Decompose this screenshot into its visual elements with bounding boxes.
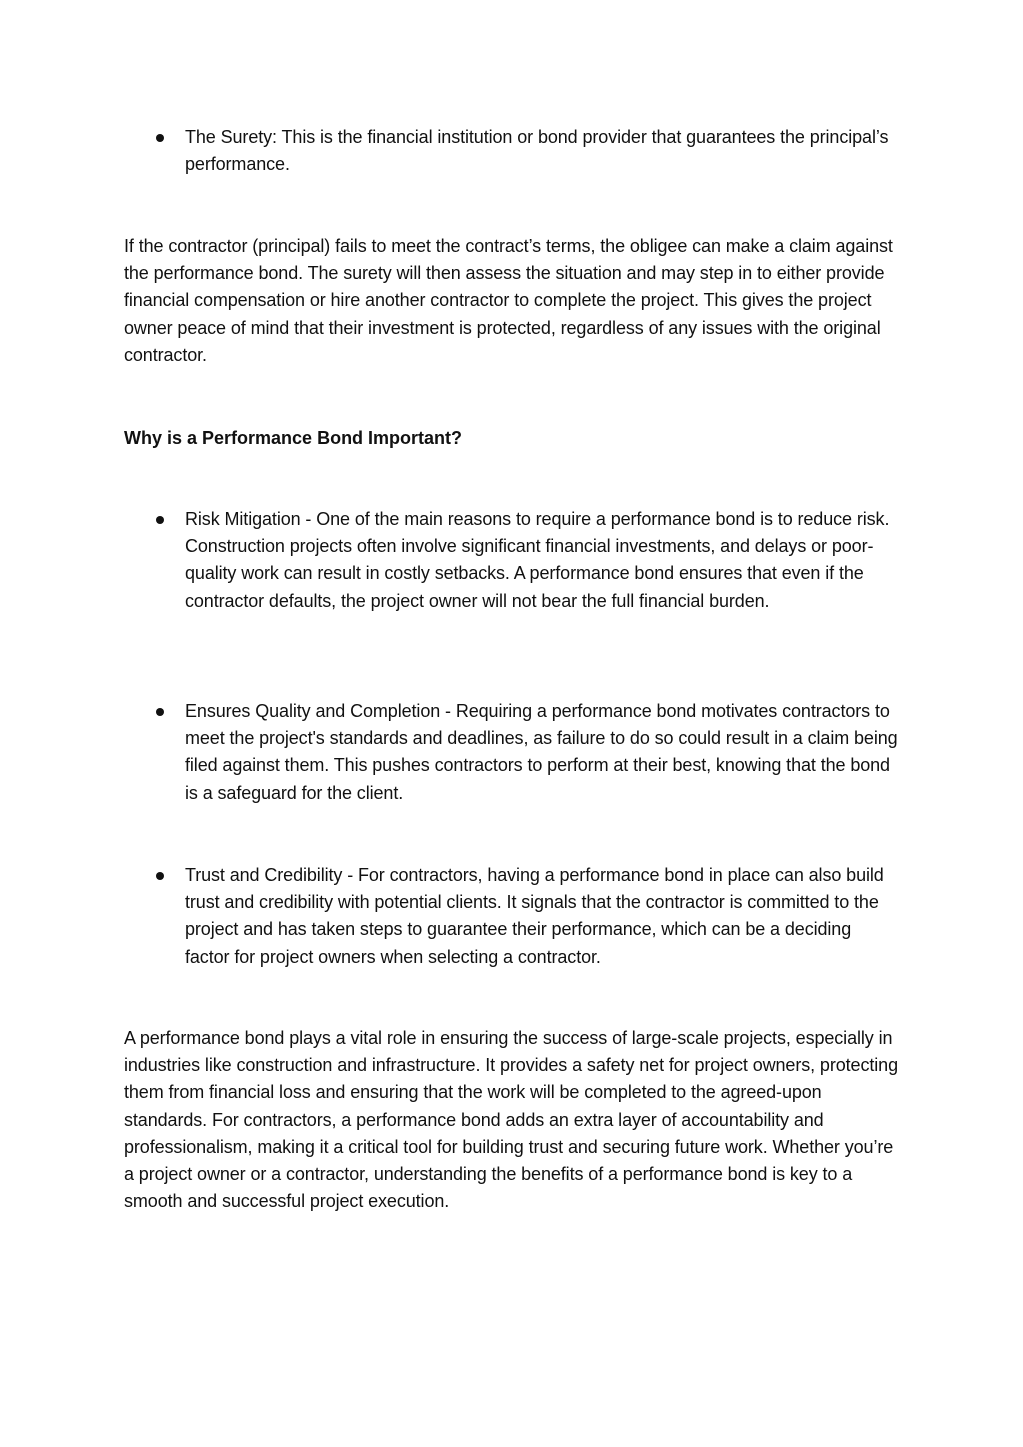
bullet-dot [156,872,164,880]
list-item-quality-completion: Ensures Quality and Completion - Requiring a performance bond motivates contractors to meet the project's standards and deadlines, as failure to do so could result in a claim being filed against them. This pushes contractors to perform at their best, knowing that the bond is a safeguard for the client. [185,701,898,803]
bullet-dot [156,708,164,716]
list-item-surety: The Surety: This is the financial institution or bond provider that guarantees the principal’s performance. [185,127,889,175]
list-item-trust-credibility: Trust and Credibility - For contractors, having a performance bond in place can also build trust and credibility with potential clients. It signals that the contractor is committed to the project and has taken steps to guarantee their performance, which can be a deciding factor for project owners when selecting a contractor. [185,865,884,967]
section-heading: Why is a Performance Bond Important? [124,428,463,448]
list-item-risk-mitigation: Risk Mitigation - One of the main reasons to require a performance bond is to reduce risk. Construction projects often involve significant financial investments, and delays or poor-quality work can result in costly setbacks. A performance bond ensures that even if the contractor defaults, the project owner will not bear the full financial burden. [185,509,890,611]
bullet-dot [156,134,164,142]
bullet-dot [156,516,164,524]
paragraph-conclusion: A performance bond plays a vital role in ensuring the success of large-scale projects, especially in industries like construction and infrastructure. It provides a safety net for project owners, protecting them from financial loss and ensuring that the work will be completed to the agreed-upon standards. For contractors, a performance bond adds an extra layer of accountability and professionalism, making it a critical tool for building trust and securing future work. Whether you’re a project owner or a contractor, understanding the benefits of a performance bond is key to a smooth and successful project execution. [124,1028,898,1212]
paragraph-claim: If the contractor (principal) fails to meet the contract’s terms, the obligee can make a claim against the performance bond. The surety will then assess the situation and may step in to either provide financial compensation or hire another contractor to complete the project. This gives the project owner peace of mind that their investment is protected, regardless of any issues with the original contractor. [124,236,893,365]
